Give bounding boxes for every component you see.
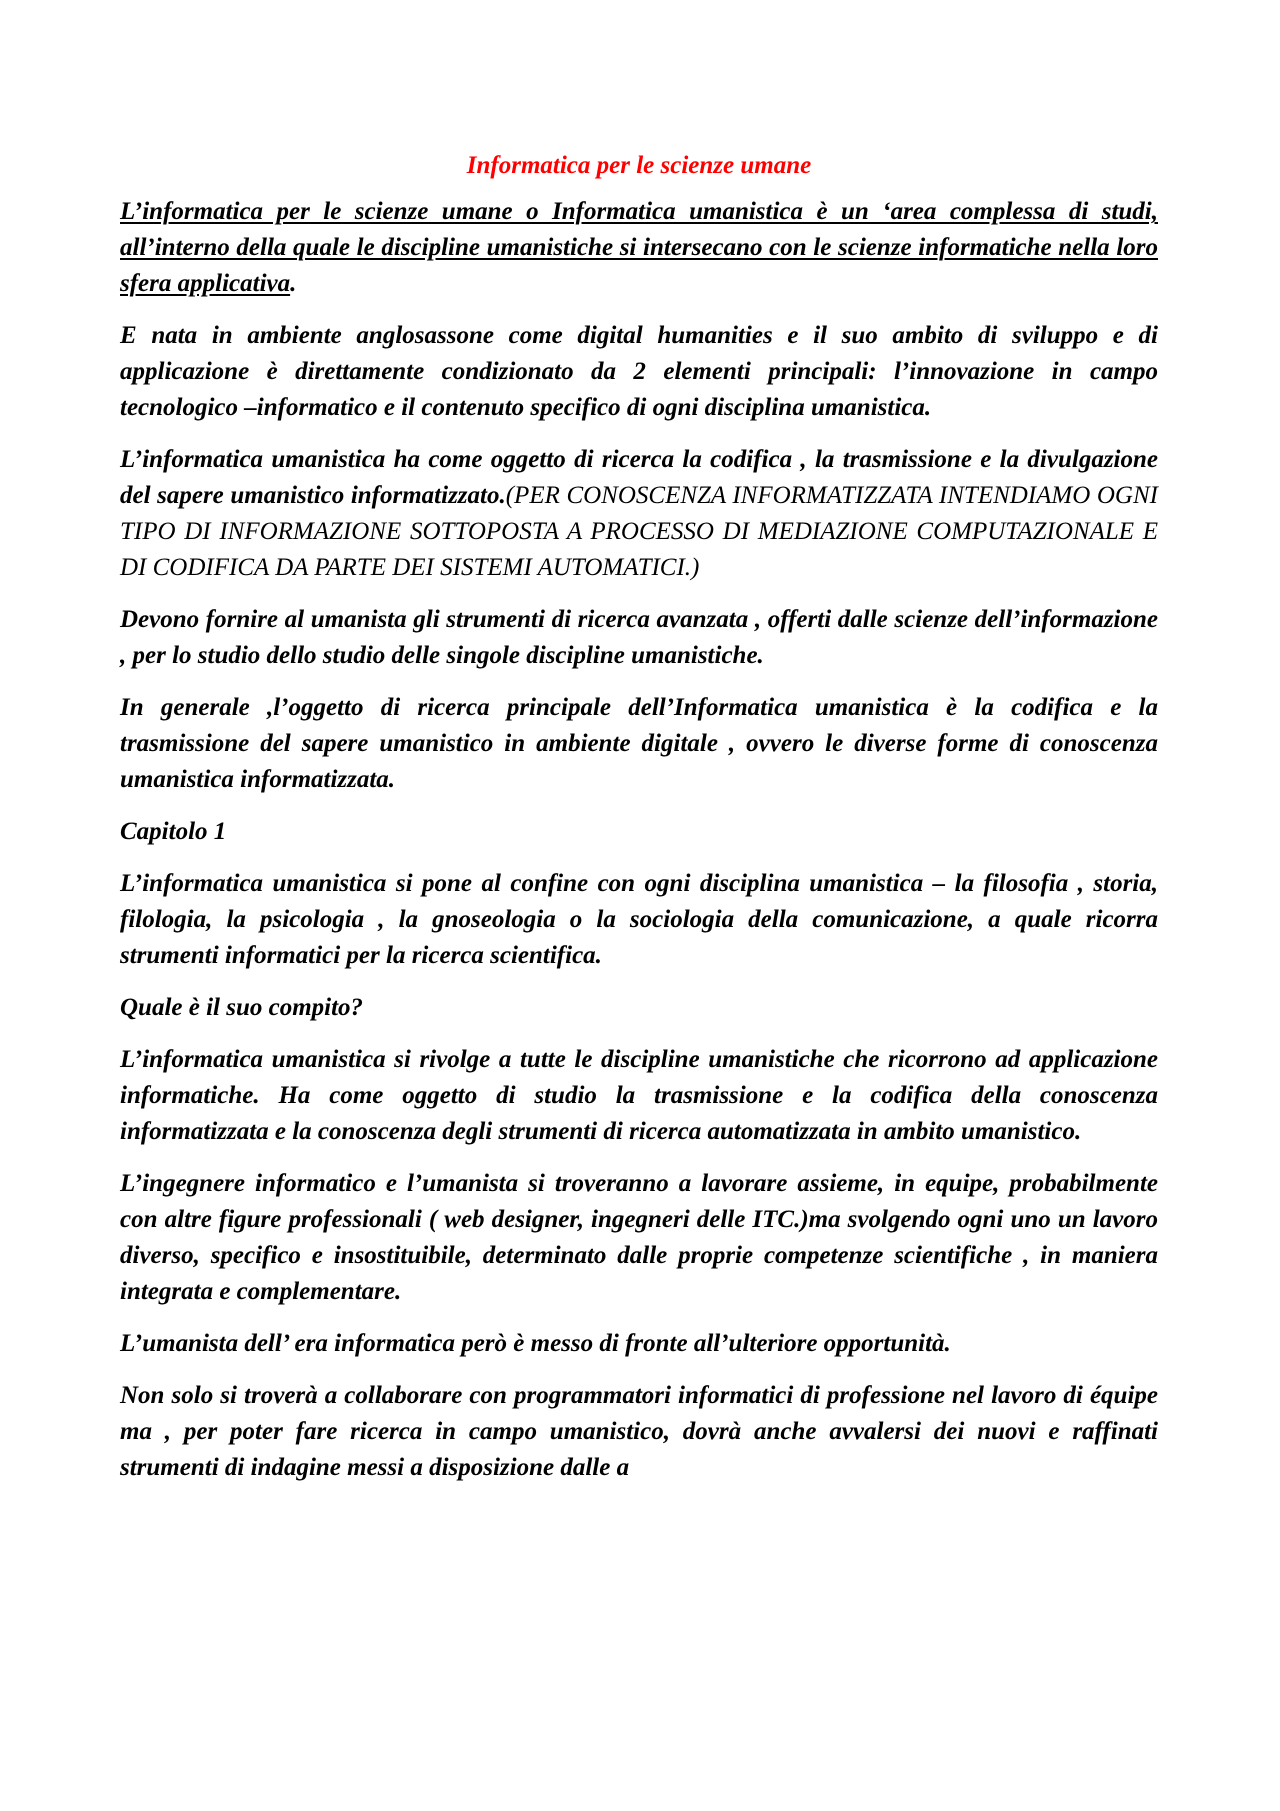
intro-paragraph xyxy=(120,194,1158,302)
paragraph-object-text: L’informatica umanistica ha come oggetto di ricerca la codifica , la trasmissione e la divulgazione del sapere umanistico informatizzato. xyxy=(120,446,1158,509)
paragraph-border: L’informatica umanistica si pone al confine con ogni disciplina umanistica – la filosofia , storia, filologia, la psicologia , la gnoseologia o la sociologia della comunicazione, a quale ricorra strumenti informatici per la ricerca scientifica. xyxy=(120,870,1158,969)
intro-underlined-text: L’informatica per le scienze umane o Informatica umanistica è un ‘area complessa di studi, all’interno della quale le discipline umanistiche si intersecano con le scienze informatiche nella loro sfera applicativa xyxy=(120,198,1158,297)
paragraph-object xyxy=(120,442,1158,586)
document-page xyxy=(120,148,1158,1502)
paragraph-task: L’informatica umanistica si rivolge a tutte le discipline umanistiche che ricorrono ad applicazione informatiche. Ha come oggetto di studio la trasmissione e la codifica della conoscenza informatizzata e la conoscenza degli strumenti di ricerca automatizzata in ambito umanistico. xyxy=(120,1046,1158,1145)
paragraph-object-definition: (PER CONOSCENZA INFORMATIZZATA INTENDIAMO OGNI TIPO DI INFORMAZIONE SOTTOPOSTA A PROCESSO DI MEDIAZIONE COMPUTAZIONALE E DI CODIFICA DA PARTE DEI SISTEMI AUTOMATICI.) xyxy=(120,482,1158,581)
paragraph-team: L’ingegnere informatico e l’umanista si troveranno a lavorare assieme, in equipe, probabilmente con altre figure professionali ( web designer, ingegneri delle ITC.)ma svolgendo ogni uno un lavoro diverso, specifico e insostituibile, determinato dalle proprie competenze scientifiche , in maniera integrata e complementare. xyxy=(120,1170,1158,1305)
paragraph-general: In generale ,l’oggetto di ricerca principale dell’Informatica umanistica è la codifica e la trasmissione del sapere umanistico in ambiente digitale , ovvero le diverse forme di conoscenza umanistica informatizzata. xyxy=(120,694,1158,793)
question-heading: Quale è il suo compito? xyxy=(120,994,364,1021)
paragraph-collaboration: Non solo si troverà a collaborare con programmatori informatici di professione nel lavoro di équipe ma , per poter fare ricerca in campo umanistico, dovrà anche avvalersi dei nuovi e raffinati strumenti di indagine messi a disposizione dalle a xyxy=(120,1382,1158,1481)
paragraph-origin: E nata in ambiente anglosassone come digital humanities e il suo ambito di sviluppo e di applicazione è direttamente condizionato da 2 elementi principali: l’innovazione in campo tecnologico –informatico e il contenuto specifico di ogni disciplina umanistica. xyxy=(120,322,1158,421)
paragraph-tools: Devono fornire al umanista gli strumenti di ricerca avanzata , offerti dalle scienze dell’informazione , per lo studio dello studio delle singole discipline umanistiche. xyxy=(120,606,1158,669)
document-title: Informatica per le scienze umane xyxy=(466,152,812,179)
paragraph-opportunity: L’umanista dell’ era informatica però è messo di fronte all’ulteriore opportunità. xyxy=(120,1330,951,1357)
chapter-heading: Capitolo 1 xyxy=(120,818,227,845)
intro-tail: . xyxy=(290,270,297,297)
